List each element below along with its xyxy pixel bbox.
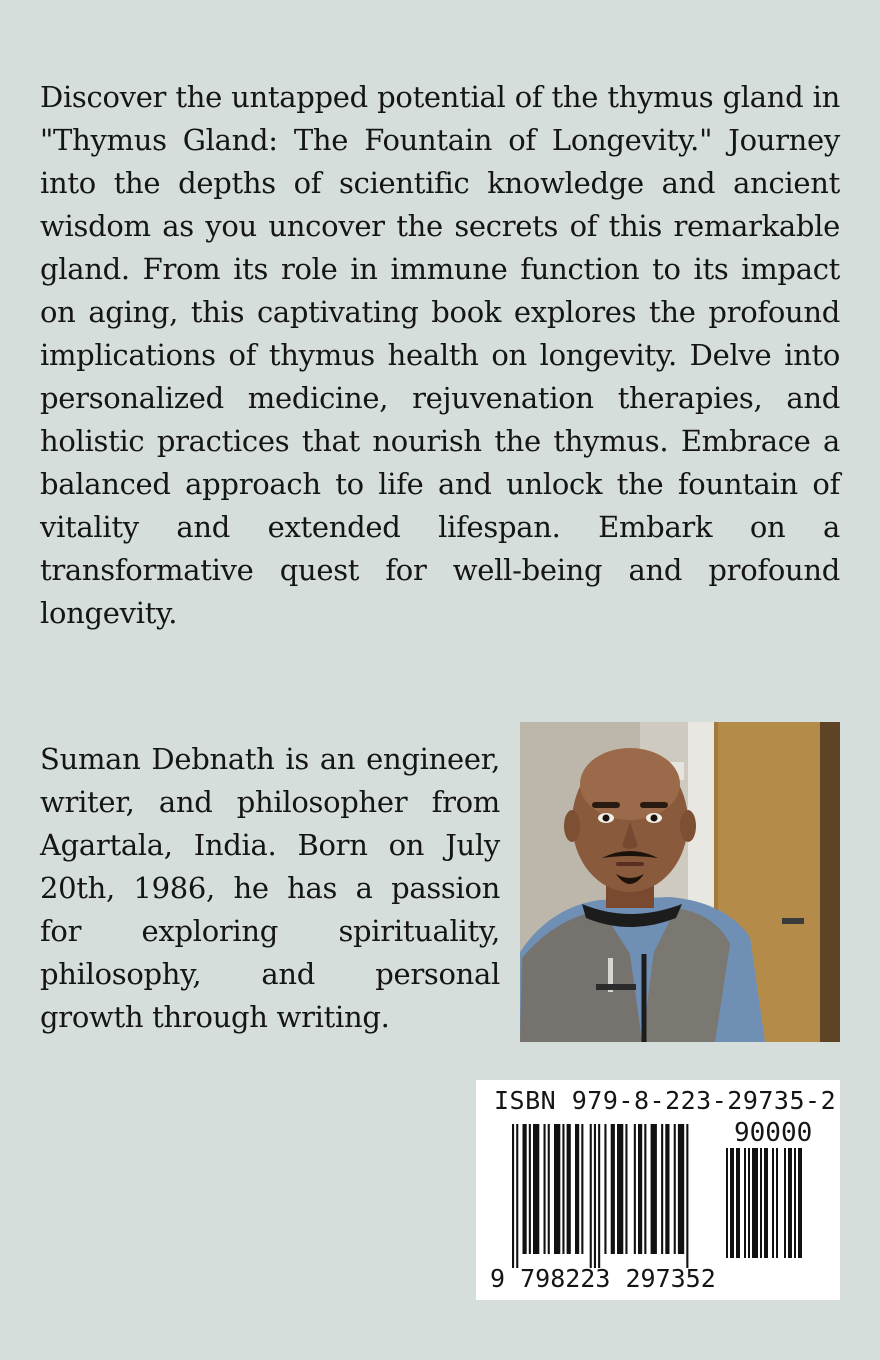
barcode-bar-25 xyxy=(674,1124,676,1254)
barcode-bar-1 xyxy=(516,1124,518,1268)
addon-bar-1 xyxy=(730,1148,734,1258)
barcode-bar-20 xyxy=(638,1124,642,1254)
barcode-bar-27 xyxy=(686,1124,688,1268)
addon-bar-6 xyxy=(760,1148,762,1258)
barcode-bar-15 xyxy=(604,1124,606,1254)
price-code: 90000 xyxy=(734,1118,813,1148)
barcode-bar-12 xyxy=(590,1124,592,1268)
barcode-bar-18 xyxy=(625,1124,627,1254)
addon-bar-3 xyxy=(744,1148,746,1258)
barcode-bar-7 xyxy=(554,1124,560,1254)
barcode-bar-17 xyxy=(617,1124,623,1254)
addon-bar-10 xyxy=(784,1148,786,1258)
barcode-bar-2 xyxy=(523,1124,527,1254)
barcode-bar-6 xyxy=(548,1124,550,1254)
addon-bar-9 xyxy=(776,1148,778,1258)
barcode-bar-13 xyxy=(594,1124,596,1268)
author-photo xyxy=(520,722,840,1042)
barcode-bar-3 xyxy=(529,1124,531,1254)
addon-bar-0 xyxy=(726,1148,728,1258)
addon-bar-7 xyxy=(764,1148,768,1258)
barcode-bar-11 xyxy=(581,1124,583,1254)
addon-bar-11 xyxy=(788,1148,792,1258)
author-bio: Suman Debnath is an engineer, writer, and philosopher from Agartala, India. Born on July 20th, 1986, he has a passion for exploring spirituality, philosophy, and personal growth through writing. xyxy=(40,742,500,1034)
barcode-bars xyxy=(512,1124,712,1270)
barcode-bar-8 xyxy=(562,1124,564,1254)
barcode-bar-22 xyxy=(651,1124,657,1254)
barcode-bar-5 xyxy=(544,1124,546,1254)
addon-bar-5 xyxy=(752,1148,758,1258)
addon-bar-8 xyxy=(772,1148,774,1258)
addon-barcode-bars xyxy=(726,1148,822,1270)
isbn-barcode xyxy=(476,1080,840,1300)
barcode-bar-9 xyxy=(567,1124,571,1254)
barcode-bar-0 xyxy=(512,1124,514,1268)
addon-bar-13 xyxy=(798,1148,802,1258)
barcode-bar-10 xyxy=(575,1124,579,1254)
addon-bar-2 xyxy=(736,1148,740,1258)
barcode-bar-4 xyxy=(533,1124,539,1254)
barcode-bar-24 xyxy=(665,1124,669,1254)
barcode-bar-26 xyxy=(678,1124,684,1254)
book-description: Discover the untapped potential of the thymus gland in "Thymus Gland: The Fountain of Longevity." Journey into the depths of scientific knowledge and ancient wisdom as you uncover the secrets of this remarkable gland. From its role in immune function to its impact on aging, this captivating book explores the profound implications of thymus health on longevity. Delve into personalized medicine, rejuvenation therapies, and holistic practices that nourish the thymus. Embrace a balanced approach to life and unlock the fountain of vitality and extended lifespan. Embark on a transformative quest for well-being and profound longevity. xyxy=(40,80,840,630)
barcode-bar-23 xyxy=(661,1124,663,1254)
barcode-digits: 9 798223 297352 xyxy=(490,1264,716,1293)
barcode-bar-16 xyxy=(611,1124,615,1254)
barcode-bar-21 xyxy=(644,1124,646,1254)
isbn-label: ISBN 979-8-223-29735-2 xyxy=(494,1086,837,1115)
barcode-bar-19 xyxy=(634,1124,636,1254)
addon-bar-12 xyxy=(794,1148,796,1258)
barcode-bar-14 xyxy=(598,1124,600,1268)
addon-bar-4 xyxy=(748,1148,750,1258)
